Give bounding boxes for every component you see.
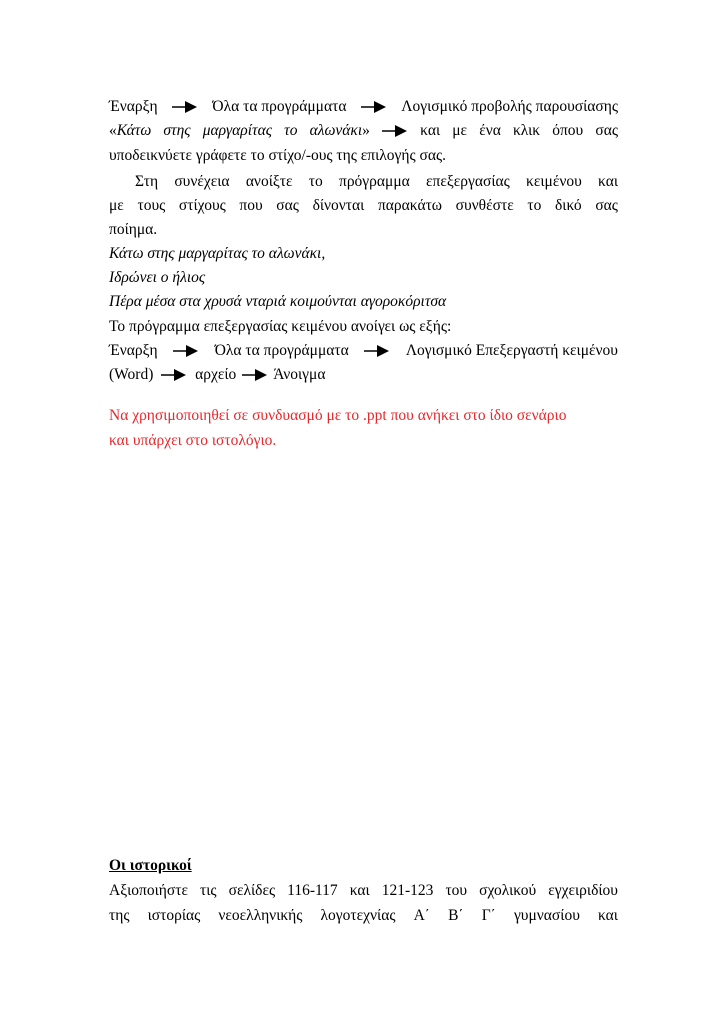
word: το bbox=[308, 173, 323, 190]
word: σχολικού bbox=[479, 882, 537, 899]
poem-title-word: στης bbox=[163, 122, 191, 139]
word: με bbox=[109, 197, 124, 214]
right-arrow-icon bbox=[173, 344, 199, 358]
menu-all-programs-text: Όλα τα προγράμματα bbox=[212, 98, 347, 115]
word: λογοτεχνίας bbox=[320, 907, 396, 924]
word-intro-line: Το πρόγραμμα επεξεργασίας κειμένου ανοίγει ως εξής: bbox=[109, 318, 452, 335]
word: Β΄ bbox=[448, 907, 464, 924]
word: συνέχεια bbox=[174, 173, 230, 190]
word: κειμένου bbox=[526, 173, 582, 190]
word: της bbox=[109, 907, 130, 924]
word: γυμνασίου bbox=[513, 907, 580, 924]
poem-line-2: Ιδρώνει ο ήλιος bbox=[109, 269, 206, 286]
menu-all-programs-text: Όλα τα προγράμματα bbox=[214, 342, 349, 359]
word: σας bbox=[276, 197, 299, 214]
word: και bbox=[349, 882, 370, 899]
word: δικό bbox=[554, 197, 582, 214]
word: με bbox=[452, 122, 468, 139]
poem-line-1: Κάτω στης μαργαρίτας το αλωνάκι, bbox=[109, 245, 326, 262]
word: που bbox=[239, 197, 263, 214]
word: Α΄ bbox=[413, 907, 430, 924]
poem-title-word: αλωνάκι bbox=[309, 122, 363, 139]
word: 121-123 bbox=[381, 882, 434, 899]
right-arrow-icon bbox=[361, 100, 387, 114]
word: στίχους bbox=[178, 197, 226, 214]
poem-title-word: το bbox=[284, 122, 298, 139]
word: τις bbox=[200, 882, 217, 899]
word: και bbox=[598, 907, 618, 924]
menu-editor-text: Λογισμικό Επεξεργαστή κειμένου bbox=[405, 342, 618, 359]
historians-line-2 bbox=[109, 905, 618, 927]
instruction-line-5 bbox=[109, 195, 618, 217]
word: πρόγραμμα bbox=[339, 173, 410, 190]
right-arrow-icon bbox=[172, 100, 198, 114]
instruction-line-1 bbox=[109, 96, 618, 118]
note-line-2: και υπάρχει στο ιστολόγιο. bbox=[109, 432, 277, 449]
poem-title-word: Κάτω bbox=[116, 122, 152, 139]
menu-file-text: αρχείο bbox=[195, 366, 237, 383]
word: Γ΄ bbox=[481, 907, 496, 924]
historians-heading: Οι ιστορικοί bbox=[109, 857, 192, 874]
poem-line-3: Πέρα μέσα στα χρυσά νταριά κοιμούνται αγοροκόριτσα bbox=[109, 293, 447, 310]
word: ένα bbox=[479, 122, 501, 139]
word: νεοελληνικής bbox=[218, 907, 303, 924]
menu-start-text: Έναρξη bbox=[109, 98, 158, 115]
word: και bbox=[598, 173, 618, 190]
word: και bbox=[420, 122, 441, 139]
instruction-line-2 bbox=[109, 120, 618, 142]
menu-word-text: (Word) bbox=[109, 366, 154, 383]
close-quote: » bbox=[362, 122, 370, 139]
word: Στη bbox=[135, 173, 159, 190]
instruction-line-6: ποίημα. bbox=[109, 221, 158, 238]
instruction-line-4 bbox=[109, 171, 618, 193]
word: ανοίξτε bbox=[245, 173, 293, 190]
word: παρακάτω bbox=[377, 197, 442, 214]
right-arrow-icon bbox=[242, 368, 268, 382]
word: επεξεργασίας bbox=[426, 173, 510, 190]
right-arrow-icon bbox=[161, 368, 187, 382]
right-arrow-icon bbox=[364, 344, 390, 358]
word: Αξιοποιήστε bbox=[109, 882, 188, 899]
note-line-1: Να χρησιμοποιηθεί σε συνδυασμό με το .ppt που ανήκει στο ίδιο σενάριο bbox=[109, 407, 567, 424]
word: του bbox=[445, 882, 468, 899]
word: σας bbox=[595, 197, 618, 214]
word: το bbox=[527, 197, 542, 214]
poem-title-word: μαργαρίτας bbox=[202, 122, 273, 139]
poem-title-first-word bbox=[109, 120, 151, 142]
word-path-line-1 bbox=[109, 340, 618, 362]
word-path-line-2 bbox=[109, 364, 618, 386]
word: δίνονται bbox=[312, 197, 365, 214]
menu-start-text: Έναρξη bbox=[109, 342, 158, 359]
word: τους bbox=[137, 197, 166, 214]
menu-open-text: Άνοιγμα bbox=[273, 366, 326, 383]
poem-title-last-word bbox=[310, 120, 370, 142]
instruction-line-3: υποδεικνύετε γράφετε το στίχο/-ους της επιλογής σας. bbox=[109, 147, 446, 164]
open-quote: « bbox=[109, 122, 117, 139]
word: όπου bbox=[552, 122, 584, 139]
word: σας bbox=[595, 122, 618, 139]
word: εγχειριδίου bbox=[548, 882, 618, 899]
word: 116-117 bbox=[287, 882, 338, 899]
word: συνθέστε bbox=[455, 197, 514, 214]
right-arrow-icon bbox=[382, 124, 408, 138]
menu-viewer-text: Λογισμικό προβολής παρουσίασης bbox=[401, 98, 618, 115]
word: σελίδες bbox=[228, 882, 276, 899]
word: ιστορίας bbox=[147, 907, 201, 924]
historians-line-1 bbox=[109, 880, 618, 902]
word: κλικ bbox=[512, 122, 541, 139]
